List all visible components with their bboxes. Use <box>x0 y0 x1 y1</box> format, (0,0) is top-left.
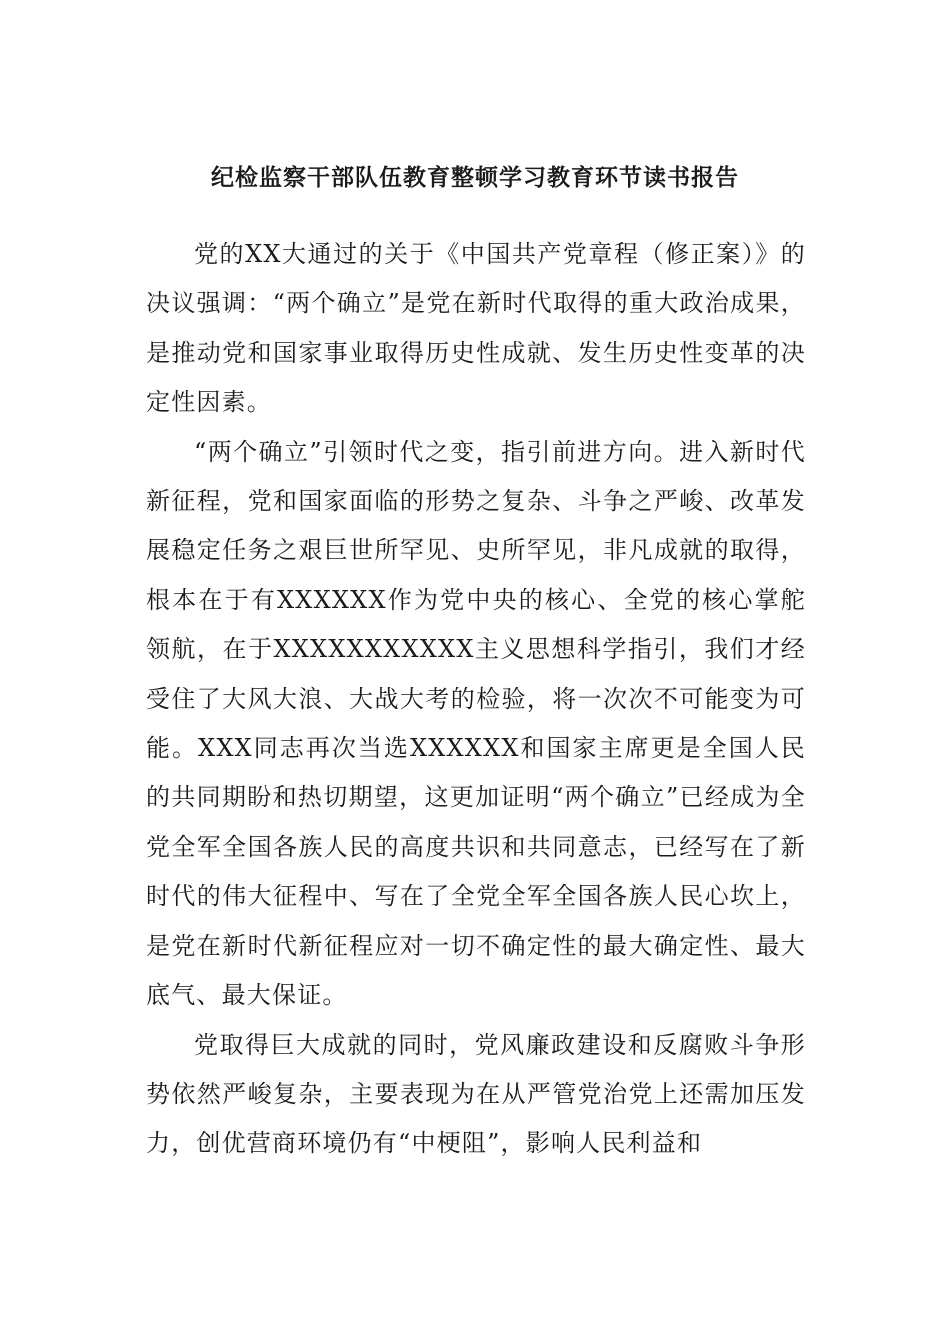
paragraph-3: 党取得巨大成就的同时，党风廉政建设和反腐败斗争形势依然严峻复杂，主要表现为在从严管党治党上还需加压发力，创优营商环境仍有“中梗阻”，影响人民利益和 <box>146 1030 806 1158</box>
document-title: 纪检监察干部队伍教育整顿学习教育环节读书报告 <box>211 164 739 191</box>
paragraph-2: “两个确立”引领时代之变，指引前进方向。进入新时代新征程，党和国家面临的形势之复杂、斗争之严峻、改革发展稳定任务之艰巨世所罕见、史所罕见，非凡成就的取得，根本在于有XXXXXX作为党中央的核心、全党的核心掌舵领航，在于XXXXXXXXXXX主义思想科学指引，我们才经受住了大风大浪、大战大考的检验，将一次次不可能变为可能。XXX同志再次当选XXXXXX和国家主席更是全国人民的共同期盼和热切期望，这更加证明“两个确立”已经成为全党全军全国各族人民的高度共识和共同意志，已经写在了新时代的伟大征程中、写在了全党全军全国各族人民心坎上，是党在新时代新征程应对一切不确定性的最大确定性、最大底气、最大保证。 <box>146 437 806 1010</box>
document-body <box>146 230 806 1169</box>
paragraph-1: 党的XX大通过的关于《中国共产党章程（修正案）》的决议强调：“两个确立”是党在新时代取得的重大政治成果，是推动党和国家事业取得历史性成就、发生历史性变革的决定性因素。 <box>146 240 806 417</box>
